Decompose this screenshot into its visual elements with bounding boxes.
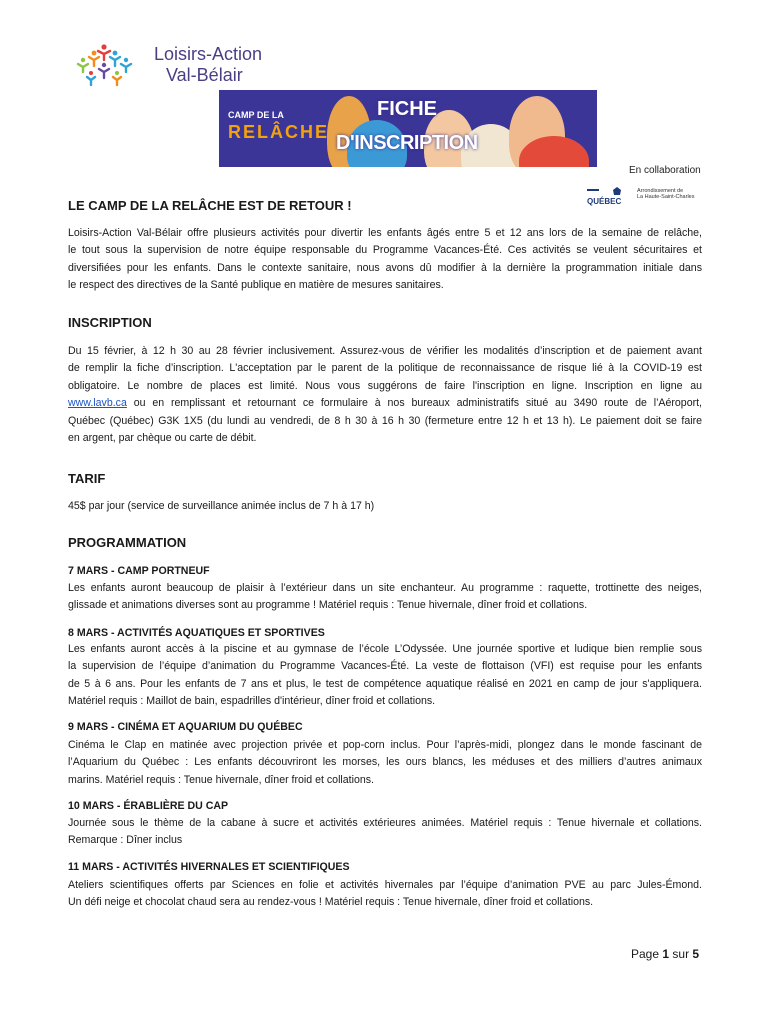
text-line: Journée sous le thème de la cabane à sucre et activités extérieures animées. Matériel requis : Tenue hivernale et collations. (68, 817, 702, 829)
text-line: le tout sous la supervision de notre équipe responsable du Programme Vacances-Été. Ces activités se veulent sécuritaires et (68, 244, 702, 257)
intro-paragraph (68, 225, 702, 295)
text-line: l’Aquarium du Québec : Les enfants découvriront les morses, les ours blancs, les méduses et des milliers d’autres animaux (68, 756, 702, 769)
arrondissement-line-2: La Haute-Saint-Charles (637, 194, 695, 200)
text-line: Remarque : Dîner inclus (68, 834, 183, 847)
text-line: de 5 à 6 ans. Pour les enfants de 7 ans et plus, le test de compétence aquatique réalisé en 2021 en camp de jour s'appliquera. (68, 677, 702, 690)
total-pages: 5 (692, 947, 700, 961)
camp-banner (219, 90, 597, 167)
loisirs-action-logo (74, 42, 274, 88)
programmation-heading: PROGRAMMATION (68, 535, 187, 550)
text-line: Les enfants auront accès à la piscine et au gymnase de l’école L’Odyssée. Une journée sportive et ludique bien remplie sous (68, 643, 702, 655)
text-line: Québec (Québec) G3K 1X5 (du lundi au vendredi, de 8 h 30 à 16 h 30 (fermeture entre 12 h et 13 h). Le paiement doit se faire (68, 414, 702, 427)
lavb-website-link[interactable]: www.lavb.ca (68, 397, 127, 410)
current-page: 1 (662, 947, 670, 961)
text-line: Cinéma le Clap en matinée avec projection privée et pop-corn inclus. Pour l’après-midi, plongez dans le monde fascinant de (68, 739, 702, 751)
day-title: 10 MARS - ÉRABLIÈRE DU CAP (68, 800, 229, 812)
arrondissement-logo (637, 188, 694, 200)
quebec-logo-text: QUÉBEC (587, 197, 622, 206)
day-title: 8 MARS - ACTIVITÉS AQUATIQUES ET SPORTIVES (68, 627, 325, 639)
text-line: obligatoire. Le nombre de places est limité. Nous vous suggérons de faire l'inscription en ligne. Inscription en ligne au (68, 379, 702, 392)
page-label: Page (631, 947, 660, 961)
tarif-heading: TARIF (68, 471, 106, 486)
banner-inscription-text: D'INSCRIPTION (336, 132, 478, 154)
text-line: 45$ par jour (service de surveillance animée inclus de 7 h à 17 h) (68, 500, 375, 512)
text-segment: ou en remplissant et retournant ce formulaire à nos bureaux administratifs situé au 3490 route de l’Aéroport, (126, 397, 702, 410)
logo-line-2: Val-Bélair (166, 65, 243, 85)
text-line: en argent, par chèque ou carte de débit. (68, 432, 257, 445)
day-description (68, 641, 702, 711)
inscription-heading: INSCRIPTION (68, 315, 152, 330)
banner-fiche-text: FICHE (377, 98, 437, 120)
text-line: le respect des directives de la Santé publique en matière de mesures sanitaires. (68, 279, 444, 292)
inscription-paragraph (68, 343, 702, 447)
text-line (68, 395, 702, 412)
banner-camp-text: CAMP DE LA (228, 110, 284, 120)
collaboration-label: En collaboration (629, 165, 701, 176)
text-line: marins. Matériel requis : Tenue hivernale, dîner froid et collations. (68, 773, 374, 786)
text-line: Les enfants auront beaucoup de plaisir à l’extérieur dans un site enchanteur. Au programme : raquette, trottinette des neiges, (68, 582, 702, 594)
arrondissement-line-1: Arrondissement de (637, 188, 684, 194)
text-line: diversifiées pour les enfants. Dans le contexte sanitaire, nous avons dû modifier à la dernière la programmation initiale dans (68, 261, 702, 274)
text-line: de remplir la fiche d’inscription. L'acceptation par le parent de la politique de reconnaissance de risque lié à la COVID-19 est (68, 362, 702, 375)
day-description (68, 815, 702, 850)
text-line: la supervision de l’équipe d’animation du Programme Vacances-Été. La veste de flottaison (VFI) est requise pour les enfants (68, 660, 702, 673)
people-figures-icon (74, 42, 138, 88)
day-title: 9 MARS - CINÉMA ET AQUARIUM DU QUÉBEC (68, 721, 303, 733)
banner-relache-text: RELÂCHE (228, 122, 330, 142)
page-number (631, 947, 699, 961)
text-line: Ateliers scientifiques offerts par Sciences en folie et activités hivernales par l’équipe d’animation PVE au parc Jules-Émond. (68, 879, 702, 891)
quebec-logo (587, 186, 627, 206)
day-description (68, 737, 702, 789)
logo-line-1: Loisirs-Action (154, 44, 263, 64)
day-title: 7 MARS - CAMP PORTNEUF (68, 565, 210, 577)
page-of-label: sur (672, 947, 690, 961)
tarif-paragraph (68, 498, 702, 515)
text-line: glissade et animations diverses sont au programme ! Matériel requis : Tenue hivernale, dîner froid et collations. (68, 599, 588, 612)
day-title: 11 MARS - ACTIVITÉS HIVERNALES ET SCIENTIFIQUES (68, 861, 350, 873)
text-line: Du 15 février, à 12 h 30 au 28 février inclusivement. Assurez-vous de vérifier les modalités d’inscription et de paiement avant (68, 345, 702, 357)
text-line: Loisirs-Action Val-Bélair offre plusieurs activités pour divertir les enfants âgés entre 5 et 12 ans lors de la semaine de relâche, (68, 227, 702, 239)
text-line: Un défi neige et chocolat chaud sera au rendez-vous ! Matériel requis : Tenue hivernale, dîner froid et collations. (68, 896, 594, 909)
day-description (68, 877, 702, 912)
day-description (68, 580, 702, 615)
partner-logos (587, 180, 707, 208)
logo-wordmark (154, 44, 262, 86)
page-title: LE CAMP DE LA RELÂCHE EST DE RETOUR ! (68, 198, 352, 213)
text-line: Matériel requis : Maillot de bain, espadrilles d'intérieur, dîner froid et collations. (68, 695, 436, 708)
